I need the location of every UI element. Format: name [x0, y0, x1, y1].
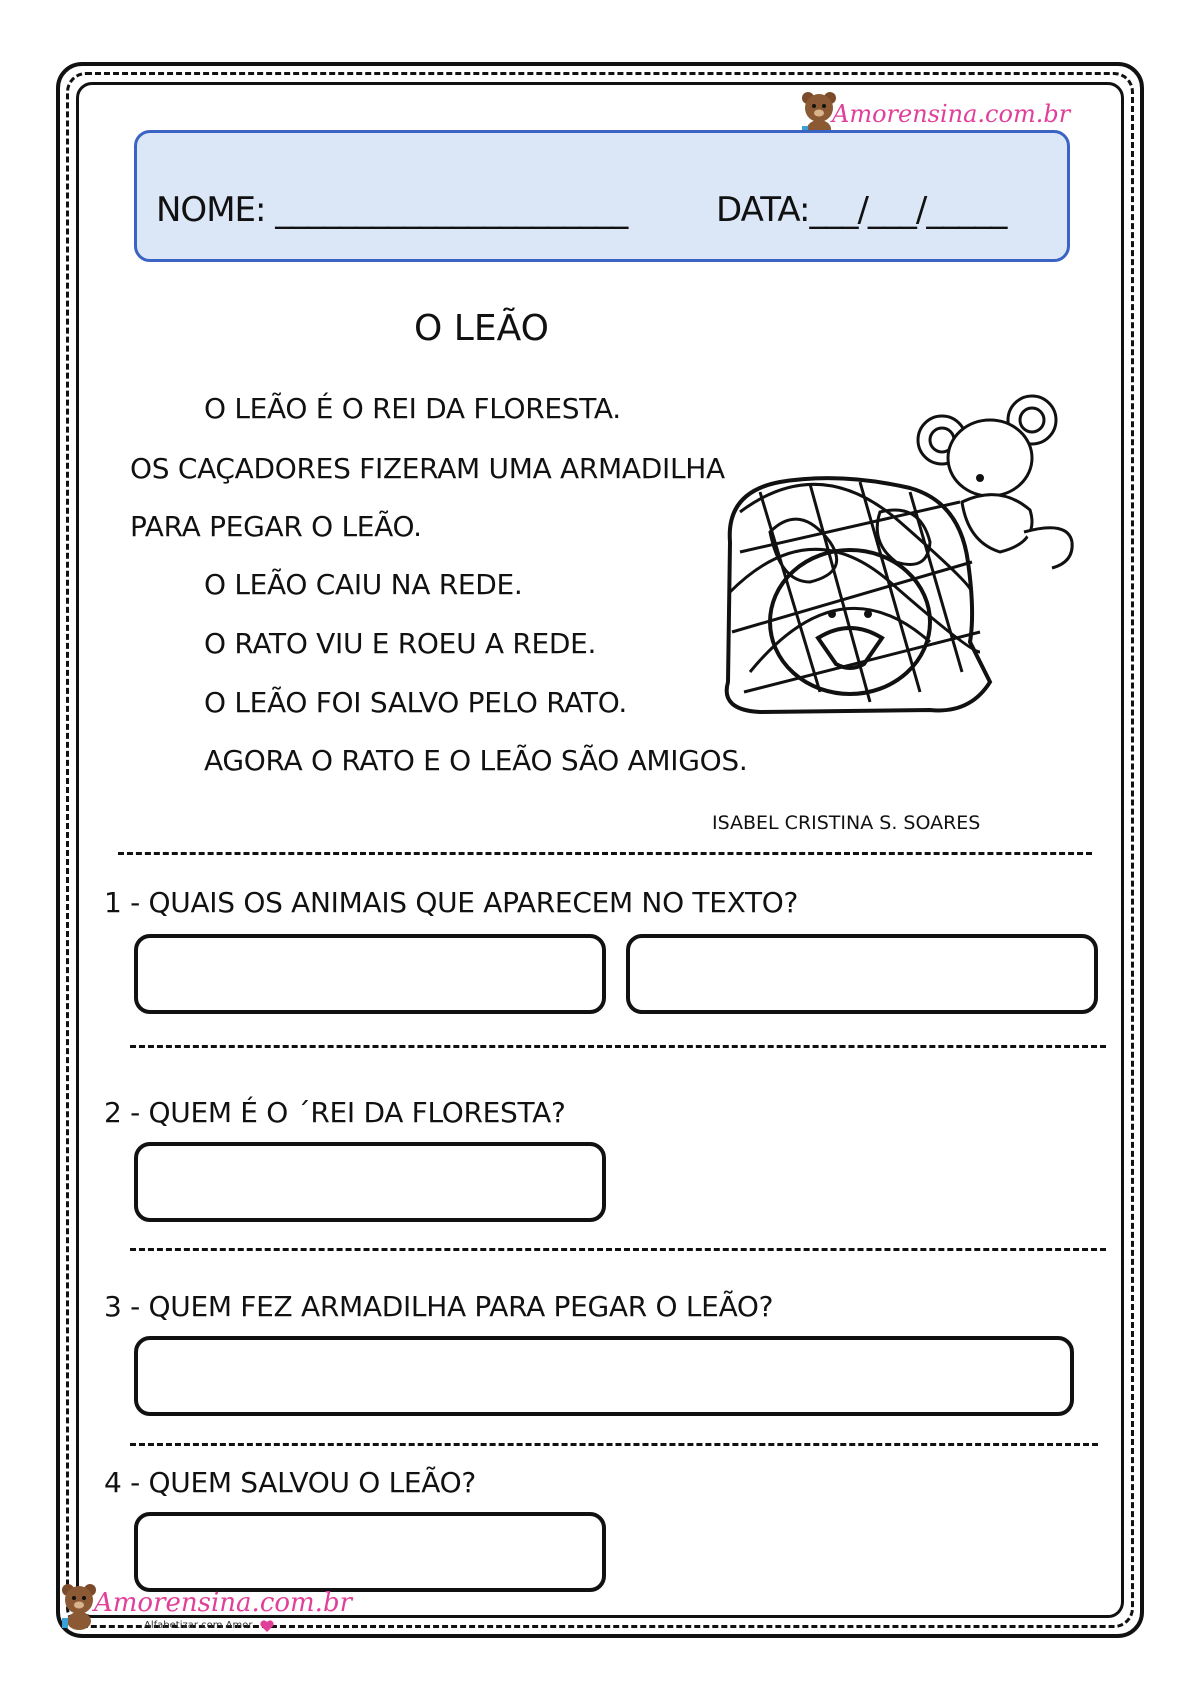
- question-4: 4 - QUEM SALVOU O LEÃO?: [104, 1466, 476, 1499]
- answer-box-4[interactable]: [134, 1512, 606, 1592]
- answer-box-1a[interactable]: [134, 934, 606, 1014]
- section-divider: [130, 1443, 1098, 1446]
- logo-tagline: Alfabetizar com Amor: [144, 1620, 253, 1631]
- question-1: 1 - QUAIS OS ANIMAIS QUE APARECEM NO TEXTO?: [104, 886, 799, 919]
- story-line: O LEÃO CAIU NA REDE.: [204, 568, 523, 601]
- section-divider: [130, 1248, 1106, 1251]
- story-title: O LEÃO: [414, 308, 549, 349]
- answer-box-2[interactable]: [134, 1142, 606, 1222]
- heart-icon: [260, 1620, 274, 1633]
- story-line: PARA PEGAR O LEÃO.: [130, 510, 422, 543]
- story-line: O LEÃO É O REI DA FLORESTA.: [204, 392, 621, 425]
- answer-box-1b[interactable]: [626, 934, 1098, 1014]
- date-field-label: DATA:___/___/_____: [716, 190, 1007, 230]
- story-line: O LEÃO FOI SALVO PELO RATO.: [204, 686, 627, 719]
- question-2: 2 - QUEM É O ´REI DA FLORESTA?: [104, 1096, 566, 1129]
- story-line: O RATO VIU E ROEU A REDE.: [204, 627, 597, 660]
- logo-brand-text: Amorensina.com.br: [832, 100, 1071, 128]
- answer-box-3[interactable]: [134, 1336, 1074, 1416]
- question-3: 3 - QUEM FEZ ARMADILHA PARA PEGAR O LEÃO?: [104, 1290, 774, 1323]
- story-author: ISABEL CRISTINA S. SOARES: [712, 812, 981, 834]
- name-field-label: NOME: ______________________: [156, 190, 628, 230]
- section-divider: [130, 1045, 1106, 1048]
- section-divider: [118, 852, 1092, 855]
- logo-brand-text: Amorensina.com.br: [94, 1588, 353, 1618]
- lion-in-net-illustration: [700, 392, 1080, 732]
- story-line: AGORA O RATO E O LEÃO SÃO AMIGOS.: [204, 744, 748, 777]
- story-line: OS CAÇADORES FIZERAM UMA ARMADILHA: [130, 452, 725, 485]
